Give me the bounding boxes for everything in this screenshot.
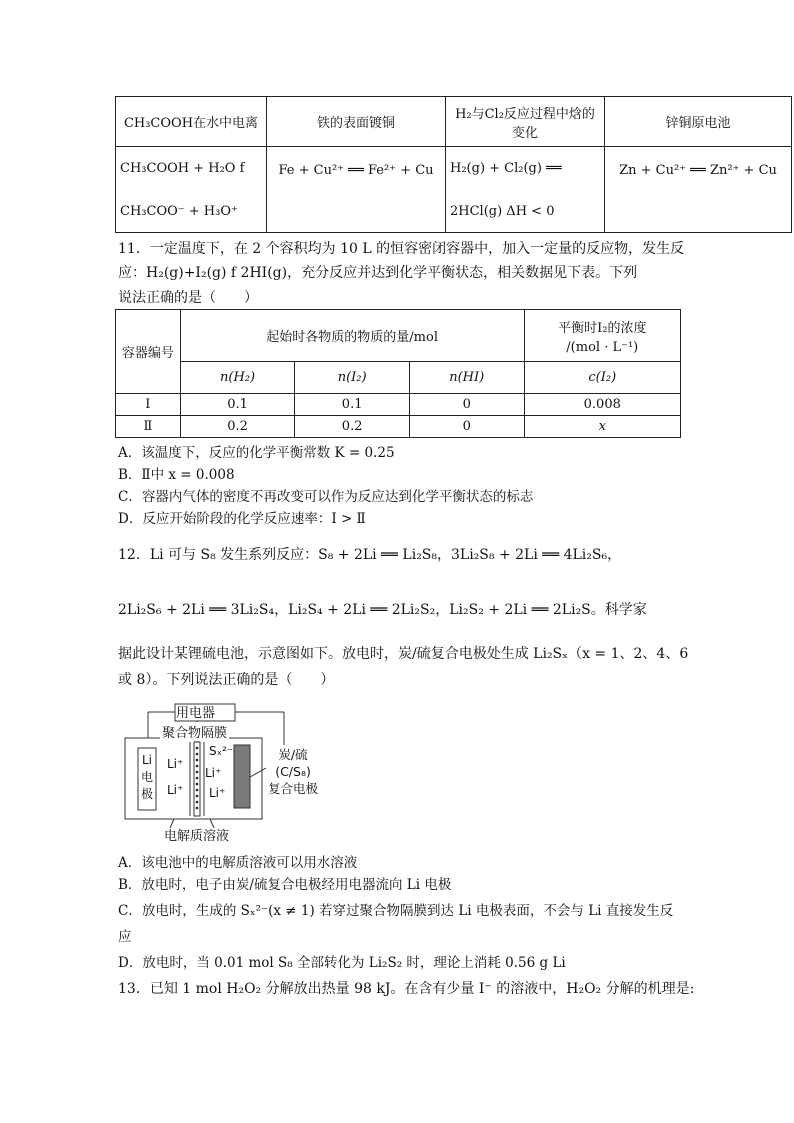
col-nI2: n(I₂) [295,362,410,394]
table1-cell-4: Zn + Cu²⁺ ══ Zn²⁺ + Cu [605,147,792,233]
row1-id: Ⅰ [116,394,181,416]
q12-option-c: C．放电时，生成的 Sₓ²⁻(x ≠ 1) 若穿过聚合物隔膜到达 Li 电极表面，不会与 Li 直接发生反 [118,903,674,919]
table1-header-2: 铁的表面镀铜 [267,97,446,147]
q12-line1: 12．Li 可与 S₈ 发生系列反应：S₈ + 2Li ══ Li₂S₈，3Li₂S₈ + 2Li ══ 4Li₂S₆， [118,547,622,563]
q11-option-c: C．容器内气体的密度不再改变可以作为反应达到化学平衡状态的标志 [118,489,534,505]
li-electrode-label-line3: 极 [141,787,154,801]
q11-line1: 11．一定温度下，在 2 个容积均为 10 L 的恒容密闭容器中，加入一定量的反应物，发生反 [118,241,685,257]
appliance-label: 用电器 [176,706,216,721]
q11-option-b: B．Ⅱ中 x = 0.008 [118,467,235,483]
ch3cooh-eq-line1: CH₃COOH + H₂O f [120,160,245,176]
carbon-sulfur-electrode [234,745,250,808]
row1-nHI: 0 [409,394,524,416]
q12-line4: 或 8）。下列说法正确的是（ ） [118,672,335,688]
header-initial: 起始时各物质的物质的量/mol [180,310,524,362]
q12-option-b: B．放电时，电子由炭/硫复合电极经用电器流向 Li 电极 [118,877,452,893]
li-ion-right-1: Li⁺ [205,766,222,780]
table1-cell-3 [446,147,605,233]
reaction-table [115,96,792,233]
li-electrode-label [141,752,153,803]
header-eq-line2: /(mol · L⁻¹) [566,339,639,355]
li-electrode-label-line2: 电 [141,770,154,784]
table-row [116,394,681,416]
row1-nI2: 0.1 [295,394,410,416]
header-eq-line1: 平衡时I₂的浓度 [558,320,647,336]
table1-header-3: H₂与Cl₂反应过程中焓的变化 [446,97,605,147]
row1-cI2: 0.008 [524,394,680,416]
q11-option-d: D．反应开始阶段的化学反应速率：Ⅰ > Ⅱ [118,511,366,527]
header-container: 容器编号 [116,310,181,394]
q11-line2: 应：H₂(g)+I₂(g) f 2HI(g)，充分反应并达到化学平衡状态，相关数据见下表。下列 [118,265,638,281]
header-eq [524,310,680,362]
row2-nHI: 0 [409,416,524,438]
composite-label-line3: 复合电极 [268,781,319,796]
composite-label-line1: 炭/硫 [278,747,308,762]
li-ion-left-2: Li⁺ [167,783,184,797]
li-electrode-label-line1: Li [141,753,153,767]
q11-option-a: A．该温度下，反应的化学平衡常数 K = 0.25 [118,445,395,461]
q12-line2: 2Li₂S₆ + 2Li ══ 3Li₂S₄，Li₂S₄ + 2Li ══ 2Li₂S₂，Li₂S₂ + 2Li ══ 2Li₂S。科学家 [118,602,647,618]
h2-cl2-eq-line2: 2HCl(g) ΔH < 0 [450,203,555,219]
composite-electrode-label [268,746,318,797]
q12-option-d: D．放电时，当 0.01 mol S₈ 全部转化为 Li₂S₂ 时，理论上消耗 0.56 g Li [118,955,566,971]
col-nH2: n(H₂) [180,362,295,394]
row2-id: Ⅱ [116,416,181,438]
table1-cell-2: Fe + Cu²⁺ ══ Fe²⁺ + Cu [267,147,446,233]
row2-nI2: 0.2 [295,416,410,438]
row2-cI2: x [524,416,680,438]
q12-option-c-cont: 应 [118,929,132,945]
col-cI2: c(I₂) [524,362,680,394]
h2-cl2-eq-line1: H₂(g) + Cl₂(g) ══ [450,160,562,176]
polysulfide-label: Sₓ²⁻ [209,744,234,758]
table1-cell-1 [116,147,267,233]
table1-header-4: 锌铜原电池 [605,97,792,147]
electrolyte-label: 电解质溶液 [164,829,230,844]
li-ion-right-2: Li⁺ [209,786,226,800]
li-ion-left-1: Li⁺ [167,757,184,771]
ch3cooh-eq-line2: CH₃COO⁻ + H₃O⁺ [120,203,238,219]
col-nHI: n(HI) [409,362,524,394]
q13-line1: 13．已知 1 mol H₂O₂ 分解放出热量 98 kJ。在含有少量 I⁻ 的溶液中，H₂O₂ 分解的机理是: [118,981,695,997]
q12-line3: 据此设计某锂硫电池，示意图如下。放电时，炭/硫复合电极处生成 Li₂Sₓ（x = 1、2、4、6 [118,646,689,662]
table1-header-1: CH₃COOH在水中电离 [116,97,267,147]
composite-label-line2: (C/S₈) [275,764,311,779]
row1-nH2: 0.1 [180,394,295,416]
q11-line3: 说法正确的是（ ） [118,290,258,306]
equilibrium-table [115,309,681,438]
row2-nH2: 0.2 [180,416,295,438]
table-row [116,416,681,438]
q12-option-a: A．该电池中的电解质溶液可以用水溶液 [118,855,358,871]
membrane-label: 聚合物隔膜 [160,722,229,741]
